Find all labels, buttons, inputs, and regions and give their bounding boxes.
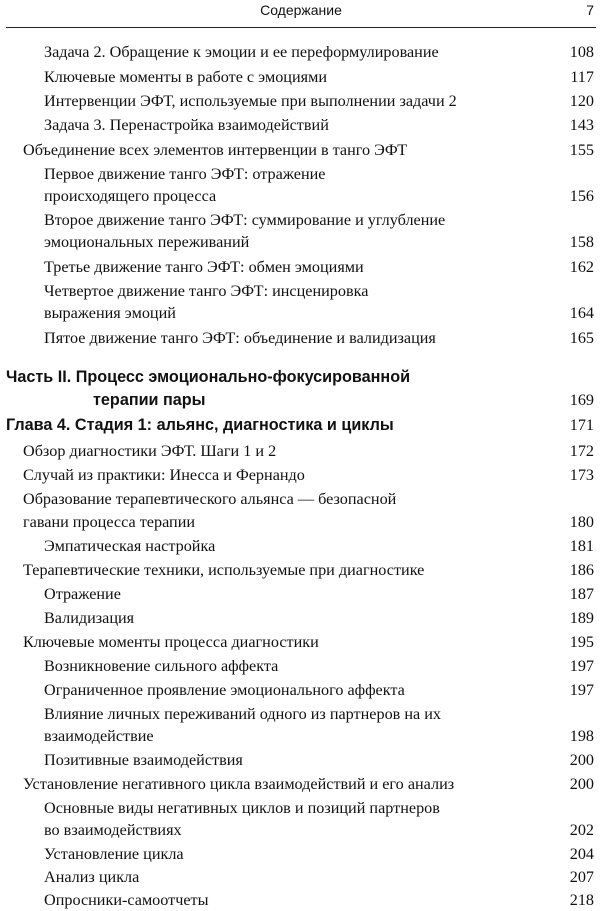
toc-entry-title: Позитивные взаимодействия xyxy=(44,751,243,769)
toc-entry-page: 189 xyxy=(569,609,594,627)
toc-entry-title-line-2: взаимодействие xyxy=(44,727,154,745)
toc-entry-page: 108 xyxy=(569,43,594,61)
toc-entry-title: Отражение xyxy=(44,585,121,603)
toc-entry-title: Терапевтические техники, используемые при диагностике xyxy=(23,561,425,579)
toc-entry-page: 195 xyxy=(569,633,594,651)
chapter-title: Глава 4. Стадия 1: альянс, диагностика и циклы xyxy=(6,416,394,434)
toc-entry-title: Интервенции ЭФТ, используемые при выполнении задачи 2 xyxy=(44,92,457,110)
toc-entry-page: 187 xyxy=(569,585,594,603)
toc-entry-page: 164 xyxy=(569,304,594,322)
toc-entry-title: Ограниченное проявление эмоционального аффекта xyxy=(44,681,405,699)
toc-entry-title: Опросники-самоотчеты xyxy=(44,891,209,909)
toc-entry-page: 162 xyxy=(569,258,594,276)
toc-entry-page: 204 xyxy=(569,845,594,863)
toc-entry-page: 120 xyxy=(569,92,594,110)
toc-entry-title-line-2: эмоциональных переживаний xyxy=(44,233,250,251)
toc-entry-title: Задача 2. Обращение к эмоции и ее переформулирование xyxy=(44,43,439,61)
toc-entry-title: Установление негативного цикла взаимодействий и его анализ xyxy=(23,775,455,793)
toc-entry-page: 186 xyxy=(569,561,594,579)
toc-entry-title: Ключевые моменты в работе с эмоциями xyxy=(44,68,327,86)
header-rule xyxy=(6,27,596,28)
toc-entry-page: 181 xyxy=(569,537,594,555)
toc-entry-title: Анализ цикла xyxy=(44,868,140,886)
toc-entry-page: 171 xyxy=(569,416,594,434)
toc-entry-title: Ключевые моменты процесса диагностики xyxy=(23,633,319,651)
toc-entry-title: Пятое движение танго ЭФТ: объединение и валидизация xyxy=(44,329,436,347)
toc-entry-title: Установление цикла xyxy=(44,845,184,863)
toc-entry-page: 156 xyxy=(569,187,594,205)
part-title-line-2: терапии пары xyxy=(93,391,206,409)
toc-entry-title-line-1: Второе движение танго ЭФТ: суммирование и углубление xyxy=(44,211,446,229)
toc-entry-page: 143 xyxy=(569,116,594,134)
toc-entry-title: Объединение всех элементов интервенции в танго ЭФТ xyxy=(23,141,408,159)
toc-entry-title-line-2: происходящего процесса xyxy=(44,187,217,205)
toc-entry-title-line-1: Первое движение танго ЭФТ: отражение xyxy=(44,165,326,183)
toc-entry-page: 200 xyxy=(569,751,594,769)
toc-entry-title-line-1: Влияние личных переживаний одного из партнеров на их xyxy=(44,705,442,723)
toc-entry-title: Эмпатическая настройка xyxy=(44,537,216,555)
toc-entry-page: 180 xyxy=(569,513,594,531)
running-header xyxy=(0,2,602,24)
toc-entry-page: 172 xyxy=(569,442,594,460)
toc-entry-page: 197 xyxy=(569,681,594,699)
toc-entry-title: Задача 3. Перенастройка взаимодействий xyxy=(44,116,329,134)
toc-entry-page: 197 xyxy=(569,657,594,675)
toc-entry-page: 198 xyxy=(569,727,594,745)
toc-entry-page: 158 xyxy=(569,233,594,251)
toc-entry-title-line-1: Четвертое движение танго ЭФТ: инсценировка xyxy=(44,282,369,300)
toc-entry-page: 207 xyxy=(569,868,594,886)
part-title-line-1: Часть II. Процесс эмоционально-фокусированной xyxy=(6,368,411,386)
header-title: Содержание xyxy=(260,2,342,18)
toc-entry-page: 173 xyxy=(569,466,594,484)
toc-entry-page: 202 xyxy=(569,821,594,839)
toc-entry-page: 155 xyxy=(569,141,594,159)
header-page-number: 7 xyxy=(586,2,594,18)
toc-entry-page: 218 xyxy=(569,891,594,909)
toc-entry-title: Обзор диагностики ЭФТ. Шаги 1 и 2 xyxy=(23,442,277,460)
toc-entry-title: Третье движение танго ЭФТ: обмен эмоциями xyxy=(44,258,364,276)
toc-entry-title-line-1: Образование терапевтического альянса — безопасной xyxy=(23,490,397,508)
toc-entry-title: Валидизация xyxy=(44,609,135,627)
toc-entry-page: 169 xyxy=(569,391,594,409)
toc-entry-page: 165 xyxy=(569,329,594,347)
toc-entry-title-line-1: Основные виды негативных циклов и позиций партнеров xyxy=(44,799,440,817)
toc-entry-title-line-2: гавани процесса терапии xyxy=(23,513,196,531)
toc-entry-page: 200 xyxy=(569,775,594,793)
toc-entry-page: 117 xyxy=(570,68,594,86)
toc-entry-title: Случай из практики: Инесса и Фернандо xyxy=(23,466,305,484)
toc-entry-title-line-2: во взаимодействиях xyxy=(44,821,182,839)
toc-entry-title-line-2: выражения эмоций xyxy=(44,304,176,322)
toc-entry-title: Возникновение сильного аффекта xyxy=(44,657,279,675)
